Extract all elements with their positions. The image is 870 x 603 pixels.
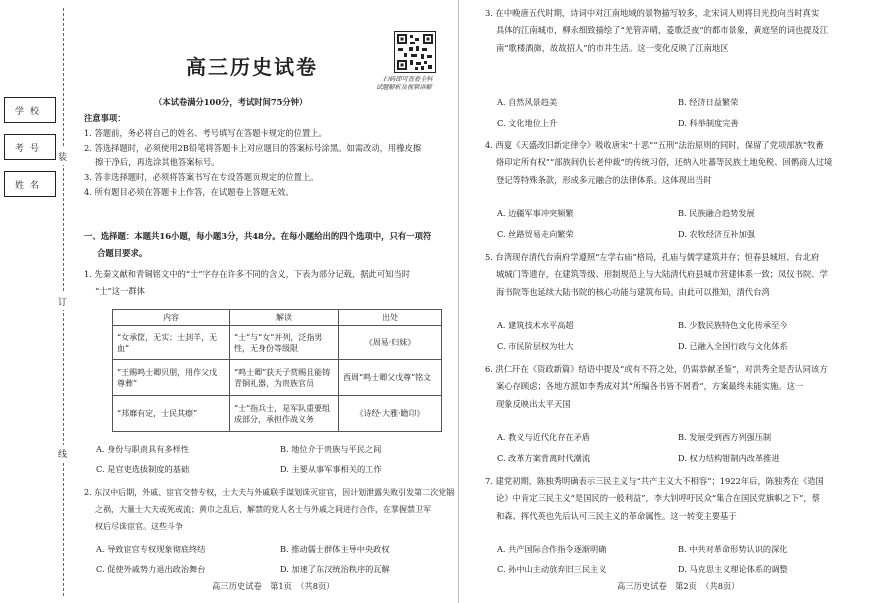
question-3-stem [485,5,828,57]
qr-code [394,31,436,73]
q6-line: 案心存顾虑；各地方派如李秀成对其“所编各书皆不屑看”，方案最终未能实施。这一 [496,381,804,392]
note-item: 4. 所有题目必须在答题卡上作答，在试题卷上答题无效。 [84,186,294,197]
table-cell: 西周“鸣士卿父戊尊”铭文 [339,360,442,396]
q1-table [112,309,442,432]
note-item: 2. 答选择题时，必须使用2B铅笔将答题卡上对应题目的答案标号涂黑。如需改动，用橡皮擦 [84,142,422,153]
note-item: 擦干净后，再选涂其他答案标号。 [95,157,220,168]
exam-subtitle: （本试卷满分100分，考试时间75分钟） [154,97,308,107]
q5-option-c[interactable]: C. 市民阶层权为壮大 [497,341,574,351]
page-title: 高三历史试卷 [186,55,318,79]
q2-option-d[interactable]: D. 加速了东汉统治秩序的瓦解 [280,564,390,574]
q3-option-c[interactable]: C. 文化地位上升 [497,118,558,128]
q5-line: 5. 台湾现存清代台南府学遵照“左学右庙”格局，孔庙与儒学建筑并存；恒春县城垣、台北府 [485,252,820,262]
q7-option-a[interactable]: A. 共产国际合作指令逐渐明确 [497,544,607,554]
table-cell: “邦靡有定，士民其瘵” [113,396,230,432]
page-divider [458,0,459,603]
q4-option-d[interactable]: D. 农牧经济互补加强 [678,229,755,239]
q7-line: 7. 建党初期，陈独秀明确表示三民主义与“共产主义大不相容”；1922年后，陈独秀在《造国 [485,476,824,486]
q4-option-b[interactable]: B. 民族融合趋势发展 [678,208,755,218]
q4-line: 烙印定所有权”“部族间仇长老仲裁”的传统习俗，还纳入吐蕃等民族土地免税、回鹘商人过境 [496,157,833,168]
q3-line: 南“歌楼酒旆，故故招人”的市井生活。这一变化反映了江南地区 [496,42,729,53]
q3-option-b[interactable]: B. 经济日益繁荣 [678,97,739,107]
q2-option-c[interactable]: C. 促使外戚势力退出政治舞台 [96,564,206,574]
exam-number-box: 考号 [4,134,56,160]
q7-option-d[interactable]: D. 马克思主义理论体系的调整 [678,564,788,574]
q4-option-c[interactable]: C. 丝路贸易走向繁荣 [497,229,574,239]
table-cell: “王赐鸣士卿贝朋，用作父戊尊彝” [113,360,230,396]
q6-line: 6. 洪仁玕在《资政新篇》结语中提及“或有不符之处，仍需恭献圣鉴”，对洪秀全是否认同该方 [485,364,828,374]
qr-caption-line2: 试题解析及视频讲解 [376,84,432,91]
table-cell: “士”与“女”并列，泛指男性，无身份等级限 [230,326,339,360]
table-cell: “女承筐，无实；士刲羊，无血” [113,326,230,360]
q7-line: 和森、挥代英也先后认可三民主义的革命属性。这一转变主要基于 [496,510,737,521]
qr-caption [376,76,433,92]
q5-option-d[interactable]: D. 已融入全国行政与文化体系 [678,341,788,351]
footer-page-1: 高三历史试卷 第1页 （共8页） [212,581,335,591]
q6-line: 现象反映出太平天国 [496,398,571,409]
q6-option-d[interactable]: D. 权力结构钳制内改革推进 [678,453,780,463]
q2-option-a[interactable]: A. 导致宦官专权现象彻底终结 [96,544,206,554]
q1-option-d[interactable]: D. 主要从事军事相关的工作 [280,464,382,474]
q6-option-c[interactable]: C. 改革方案背离时代潮流 [497,453,591,463]
notes-block [84,111,421,200]
binding-char-xian: 线 [58,445,67,462]
qr-code-icon [395,32,435,72]
table-cell: 《诗经·大雅·瞻卬》 [339,396,442,432]
q3-line: 具体的江南城市，柳永细致描绘了“羌管弄晴，菱歌泛夜”的都市景象，黄庭坚的词也提及江 [496,25,829,36]
q5-line: 海书院等也延续大陆书院的核心功能与建筑布局。由此可以推知，清代台湾 [496,286,770,297]
q4-line: 4. 西夏《天盛改旧新定律令》吸收唐宋“十恶”“五刑”法治原则的同时，保留了党项部族“牧畜 [485,140,824,150]
table-cell: 《周易·归妹》 [339,326,442,360]
table-cell: “鸣士卿”获天子赏赐且能铸青铜礼器，为贵族官员 [230,360,339,396]
table-header: 出处 [339,310,442,326]
q5-option-a[interactable]: A. 建筑技术水平高超 [497,320,574,330]
school-box: 学校 [4,97,56,123]
q2-line: 权后尽诛宦官。这些斗争 [95,522,183,531]
section-heading [84,228,431,262]
q1-option-a[interactable]: A. 身份与职责具有多样性 [96,444,189,454]
question-2-stem [84,484,454,535]
q7-line: 论》中肯定三民主义“是国民的一般利益”，李大钊呼吁民众“集合在国民党旗帜之下”，蔡 [496,493,820,504]
question-7-stem [485,473,824,525]
question-4-stem [485,137,832,189]
q7-option-c[interactable]: C. 孙中山主动放弃旧三民主义 [497,564,607,574]
question-1-stem [84,266,410,300]
q5-option-b[interactable]: B. 少数民族特色文化传承至今 [678,320,788,330]
q1-line: “士”这一群体 [95,286,145,296]
note-item: 1. 答题前，务必将自己的姓名、考号填写在答题卡规定的位置上。 [84,127,327,138]
question-5-stem [485,249,828,301]
footer-page-2: 高三历史试卷 第2页 （共8页） [617,581,740,591]
q5-line: 城城门等遗存，在建筑等级、形制规范上与大陆清代府县城市营建体系一致；凤仪书院、学 [496,269,828,280]
question-6-stem [485,361,828,413]
qr-caption-line1: 扫码即可查看全科 [383,76,433,83]
name-box: 姓名 [4,171,56,197]
q1-line: 1. 先秦文献和青铜铭文中的“士”字存在许多不同的含义，下表为部分记载，据此可知当时 [84,269,411,279]
q7-option-b[interactable]: B. 中共对革命形势认识的深化 [678,544,788,554]
q3-option-a[interactable]: A. 自然风景趋美 [497,97,558,107]
q2-line: 2. 东汉中后期，外戚、宦官交替专权，士大夫与外戚联手谋划诛灭宦官，因计划泄露失败引发第二次党锢 [84,488,455,497]
q6-option-a[interactable]: A. 教义与近代化存在矛盾 [497,432,590,442]
q4-option-a[interactable]: A. 边疆军事冲突频繁 [497,208,574,218]
table-header: 内容 [113,310,230,326]
notes-heading: 注意事项： [84,113,126,123]
note-item: 3. 答非选择题时，必须将答案书写在专设答题页规定的位置上。 [84,172,319,183]
section-heading-line2: 合题目要求。 [97,248,148,258]
section-heading-line1: 一、选择题：本题共16小题，每小题3分，共48分。在每小题给出的四个选项中，只有一项符 [84,231,432,241]
q3-option-d[interactable]: D. 科举制度完善 [678,118,739,128]
q4-line: 登记等特殊条款，形成多元融合的法律体系。这体现出当时 [496,174,712,185]
q1-option-b[interactable]: B. 地位介于贵族与平民之间 [280,444,382,454]
q1-option-c[interactable]: C. 是官吏选拔制度的基础 [96,464,190,474]
q2-option-b[interactable]: B. 推动儒士群体主导中央政权 [280,544,390,554]
binding-char-zhuang: 装 [58,148,67,165]
q2-line: 之祸，大量士大夫或死或流；黄巾之乱后，解禁的党人名士与外戚之间进行合作，在掌握禁卫军 [95,505,431,514]
q6-option-b[interactable]: B. 发展受到西方列强压制 [678,432,772,442]
q3-line: 3. 在中晚唐五代时期，诗词中对江南地域的景物描写较多，北宋词人则将目光投向当时真实 [485,8,820,18]
table-header: 解读 [230,310,339,326]
binding-char-ding: 订 [58,293,67,310]
table-cell: “士”指兵士，是军队重要组成部分，承担作战义务 [230,396,339,432]
